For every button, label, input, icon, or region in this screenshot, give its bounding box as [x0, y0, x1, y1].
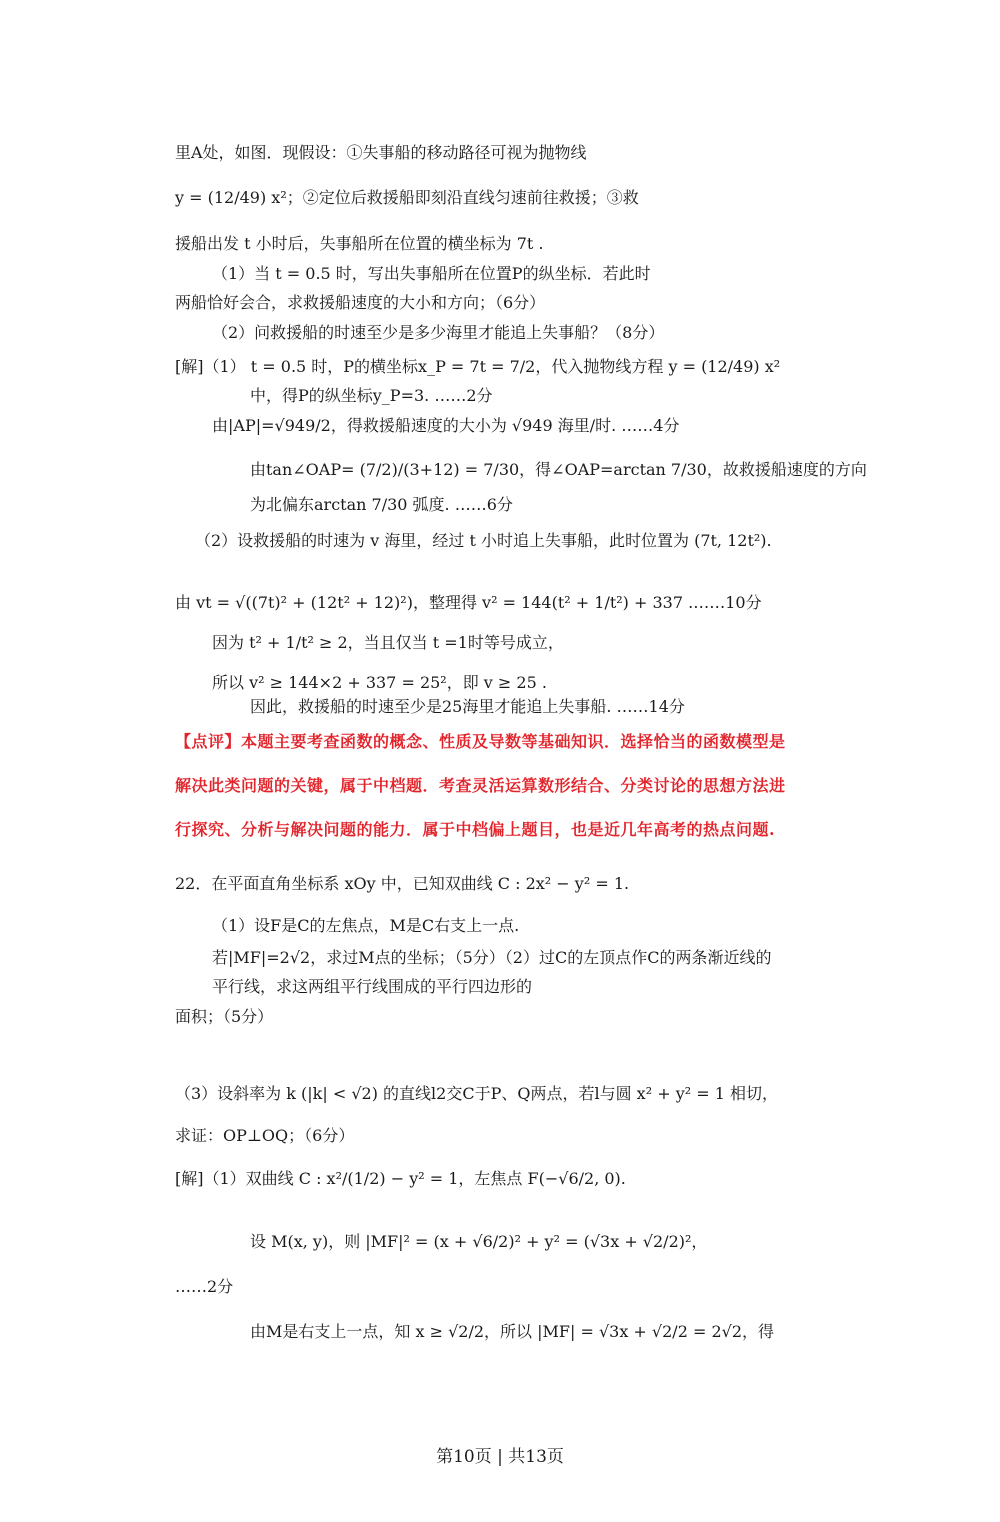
text-line: [解]（1） t = 0.5 时，P的横坐标x_P = 7t = 7/2，代入抛物线方程 y = (12/49) x²	[175, 357, 781, 376]
comment-line: 【点评】本题主要考查函数的概念、性质及导数等基础知识．选择恰当的函数模型是	[175, 732, 786, 751]
text-line: 由|AP|=√949/2，得救援船速度的大小为 √949 海里/时. ……4分	[212, 416, 680, 435]
comment-line: 解决此类问题的关键，属于中档题．考查灵活运算数形结合、分类讨论的思想方法进	[175, 776, 786, 795]
text-line: 由 vt = √((7t)² + (12t² + 12)²)，整理得 v² = 144(t² + 1/t²) + 337 .……10分	[175, 593, 762, 612]
text-line: （1）设F是C的左焦点，M是C右支上一点.	[212, 916, 520, 935]
text-line: 面积；（5分）	[175, 1007, 274, 1026]
text-line: 由M是右支上一点，知 x ≥ √2/2，所以 |MF| = √3x + √2/2 = 2√2，得	[250, 1322, 775, 1341]
text-line: 为北偏东arctan 7/30 弧度. ……6分	[250, 495, 513, 514]
text-line: （2）设救援船的时速为 v 海里，经过 t 小时追上失事船，此时位置为 (7t, 12t²).	[195, 531, 772, 550]
text-line: 所以 v² ≥ 144×2 + 337 = 25²，即 v ≥ 25 .	[212, 673, 547, 692]
page-footer: 第10页 | 共13页	[436, 1447, 564, 1467]
text-line: [解]（1）双曲线 C : x²/(1/2) − y² = 1，左焦点 F(−√6/2, 0).	[175, 1169, 626, 1188]
text-line: y = (12/49) x²；②定位后救援船即刻沿直线匀速前往救援；③救	[175, 188, 639, 207]
text-line: 若|MF|=2√2，求过M点的坐标；（5分）（2）过C的左顶点作C的两条渐近线的	[212, 948, 772, 967]
text-line: 平行线，求这两组平行线围成的平行四边形的	[212, 977, 533, 996]
text-line: （3）设斜率为 k (|k| < √2) 的直线l2交C于P、Q两点，若l与圆 x² + y² = 1 相切，	[175, 1084, 778, 1103]
text-line: （2）问救援船的时速至少是多少海里才能追上失事船？（8分）	[212, 323, 665, 342]
text-line: 里A处，如图．现假设：①失事船的移动路径可视为抛物线	[175, 143, 587, 162]
comment-line: 行探究、分析与解决问题的能力．属于中档偏上题目，也是近几年高考的热点问题.	[175, 820, 776, 839]
question-title: 22．在平面直角坐标系 xOy 中，已知双曲线 C : 2x² − y² = 1.	[175, 874, 630, 893]
text-line: ……2分	[175, 1277, 234, 1296]
text-line: 因为 t² + 1/t² ≥ 2，当且仅当 t =1时等号成立，	[212, 633, 564, 652]
text-line: 两船恰好会合，求救援船速度的大小和方向；（6分）	[175, 293, 546, 312]
text-line: 求证：OP⊥OQ；（6分）	[175, 1126, 355, 1145]
text-line: （1）当 t = 0.5 时，写出失事船所在位置P的纵坐标．若此时	[212, 264, 651, 283]
text-line: 援船出发 t 小时后，失事船所在位置的横坐标为 7t .	[175, 234, 544, 253]
text-line: 因此，救援船的时速至少是25海里才能追上失事船. ……14分	[250, 697, 685, 716]
text-line: 由tan∠OAP= (7/2)/(3+12) = 7/30，得∠OAP=arctan 7/30，故救援船速度的方向	[250, 460, 867, 479]
text-line: 设 M(x, y)，则 |MF|² = (x + √6/2)² + y² = (√3x + √2/2)²，	[250, 1232, 708, 1251]
text-line: 中，得P的纵坐标y_P=3. ……2分	[250, 386, 493, 405]
